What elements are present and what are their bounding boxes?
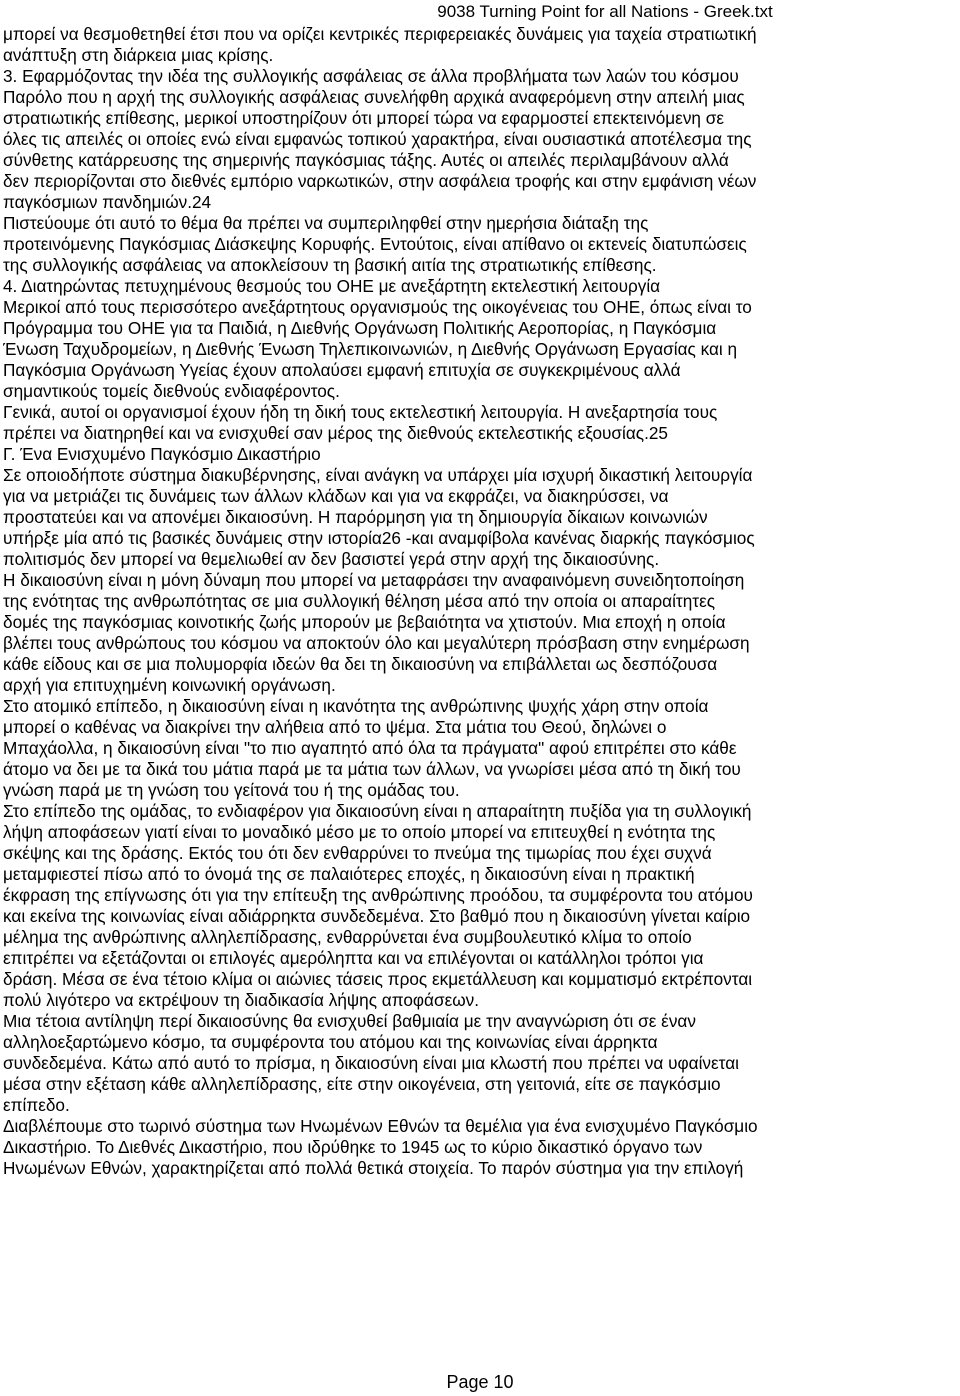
- text-line: γνώση παρά με τη γνώση του γείτονά του ή της ομάδας του.: [3, 780, 460, 800]
- text-line: προτεινόμενης Παγκόσμιας Διάσκεψης Κορυφής. Εντούτοις, είναι απίθανο οι εκτενείς διατυπώσεις: [3, 234, 747, 254]
- text-line: δράση. Μέσα σε ένα τέτοιο κλίμα οι αιώνιες τάσεις προς εκμετάλλευση και κομματισμό εκτρέπονται: [3, 969, 753, 989]
- page-number: Page 10: [446, 1372, 514, 1392]
- text-line: Παγκόσμια Οργάνωση Υγείας έχουν απολαύσει εμφανή επιτυχία σε συγκεκριμένους αλλά: [3, 360, 681, 380]
- text-line: λήψη αποφάσεων γιατί είναι το μοναδικό μέσο με το οποίο μπορεί να επιτευχθεί η ενότητα της: [3, 822, 716, 842]
- text-line: Στο επίπεδο της ομάδας, το ενδιαφέρον για δικαιοσύνη είναι η απαραίτητη πυξίδα για τη συλλογική: [3, 801, 752, 821]
- text-line: Σε οποιοδήποτε σύστημα διακυβέρνησης, είναι ανάγκη να υπάρχει μία ισχυρή δικαστική λειτουργία: [3, 465, 753, 485]
- text-line: Παρόλο που η αρχή της συλλογικής ασφάλειας συνελήφθη αρχικά αναφερόμενη στην απειλή μιας: [3, 87, 745, 107]
- text-line: βλέπει τους ανθρώπους του κόσμου να αποκτούν όλο και μεγαλύτερη πρόσβαση στην ενημέρωση: [3, 633, 750, 653]
- text-line: μεταμφιεστεί πίσω από το όνομά της σε παλαιότερες εποχές, η δικαιοσύνη είναι η πρακτική: [3, 864, 695, 884]
- text-line: Γενικά, αυτοί οι οργανισμοί έχουν ήδη τη δική τους εκτελεστική λειτουργία. Η ανεξαρτησία τους: [3, 402, 718, 422]
- text-line: πρέπει να διατηρηθεί και να ενισχυθεί σαν μέρος της διεθνούς εκτελεστικής εξουσίας.25: [3, 423, 668, 443]
- text-line: πολιτισμός δεν μπορεί να θεμελιωθεί αν δεν βασιστεί γερά στην αρχή της δικαιοσύνης.: [3, 549, 660, 569]
- text-line: Γ. Ένα Ενισχυμένο Παγκόσμιο Δικαστήριο: [3, 444, 321, 464]
- text-line: όλες τις απειλές οι οποίες ενώ είναι εμφανώς τοπικού χαρακτήρα, είναι ουσιαστικά αποτέλεσμα της: [3, 129, 752, 149]
- text-line: μέσα στην εξέταση κάθε αλληλεπίδρασης, είτε στην οικογένεια, στη γειτονιά, είτε σε παγκόσμιο: [3, 1074, 721, 1094]
- text-line: και εκείνα της κοινωνίας είναι αδιάρρηκτα συνδεδεμένα. Στο βαθμό που η δικαιοσύνη γίνεται καίριο: [3, 906, 751, 926]
- text-line: μπορεί να θεσμοθετηθεί έτσι που να ορίζει κεντρικές περιφερειακές δυνάμεις για ταχεία στρατιωτική: [3, 24, 757, 44]
- text-line: Μερικοί από τους περισσότερο ανεξάρτητους οργανισμούς της οικογένειας του ΟΗΕ, όπως είναι το: [3, 297, 752, 317]
- document-title-text: 9038 Turning Point for all Nations - Greek.txt: [437, 2, 773, 21]
- text-line: σημαντικούς τομείς διεθνούς ενδιαφέροντος.: [3, 381, 340, 401]
- text-line: σκέψης και της δράσης. Εκτός του ότι δεν ενθαρρύνει το πνεύμα της τιμωρίας που έχει συχνά: [3, 843, 712, 863]
- text-line: μέλημα της ανθρώπινης αλληλεπίδρασης, ενθαρρύνεται ένα συμβουλευτικό κλίμα το οποίο: [3, 927, 692, 947]
- text-line: στρατιωτικής επίθεσης, μερικοί υποστηρίζουν ότι μπορεί τώρα να εφαρμοστεί επεκτεινόμενη σε: [3, 108, 725, 128]
- text-line: επιτρέπει να εξετάζονται οι επιλογές αμερόληπτα και να επιλέγονται οι κατάλληλοι τρόποι για: [3, 948, 704, 968]
- text-line: Στο ατομικό επίπεδο, η δικαιοσύνη είναι η ικανότητα της ανθρώπινης ψυχής χάρη στην οποία: [3, 696, 709, 716]
- text-line: Διαβλέπουμε στο τωρινό σύστημα των Ηνωμένων Εθνών τα θεμέλια για ένα ενισχυμένο Παγκόσμιο: [3, 1116, 758, 1136]
- text-line: παγκόσμιων πανδημιών.24: [3, 192, 212, 212]
- text-line: δεν περιορίζονται στο διεθνές εμπόριο ναρκωτικών, στην ασφάλεια τροφής και στην εμφάνιση νέων: [3, 171, 757, 191]
- text-line: Πρόγραμμα του ΟΗΕ για τα Παιδιά, η Διεθνής Οργάνωση Πολιτικής Αεροπορίας, η Παγκόσμια: [3, 318, 717, 338]
- document-title: [0, 0, 960, 24]
- text-line: αλληλοεξαρτώμενο κόσμο, τα συμφέροντα του ατόμου και της κοινωνίας είναι άρρηκτα: [3, 1032, 658, 1052]
- text-line: κάθε είδους και σε μια πολυμορφία ιδεών θα δει τη δικαιοσύνη να επιβάλλεται ως δεσπόζουσα: [3, 654, 718, 674]
- text-line: Η δικαιοσύνη είναι η μόνη δύναμη που μπορεί να μεταφράσει την αναφαινόμενη συνειδητοποίηση: [3, 570, 745, 590]
- text-line: Μια τέτοια αντίληψη περί δικαιοσύνης θα ενισχυθεί βαθμιαία με την αναγνώριση ότι σε έναν: [3, 1011, 696, 1031]
- text-line: Πιστεύουμε ότι αυτό το θέμα θα πρέπει να συμπεριληφθεί στην ημερήσια διάταξη της: [3, 213, 649, 233]
- text-line: αρχή για επιτυχημένη κοινωνική οργάνωση.: [3, 675, 336, 695]
- text-line: για να μετριάζει τις δυνάμεις των άλλων κλάδων και για να εκφράζει, να διακηρύσσει, να: [3, 486, 669, 506]
- text-line: 4. Διατηρώντας πετυχημένους θεσμούς του ΟΗΕ με ανεξάρτητη εκτελεστική λειτουργία: [3, 276, 661, 296]
- text-line: άτομο να δει με τα δικά του μάτια παρά με τα μάτια των άλλων, να γνωρίσει μέσα από τη δική του: [3, 759, 741, 779]
- text-line: Ένωση Ταχυδρομείων, η Διεθνής Ένωση Τηλεπικοινωνιών, η Διεθνής Οργάνωση Εργασίας και η: [3, 339, 738, 359]
- text-line: Δικαστήριο. Το Διεθνές Δικαστήριο, που ιδρύθηκε το 1945 ως το κύριο δικαστικό όργανο των: [3, 1137, 703, 1157]
- text-line: ανάπτυξη στη διάρκεια μιας κρίσης.: [3, 45, 274, 65]
- text-line: σύνθετης κατάρρευσης της σημερινής παγκόσμιας τάξης. Αυτές οι απειλές περιλαμβάνουν αλλά: [3, 150, 729, 170]
- document-body: [3, 24, 957, 1179]
- text-line: της ενότητας της ανθρωπότητας σε μια συλλογική θέληση μέσα από την οποία οι απαραίτητες: [3, 591, 716, 611]
- page-footer: [0, 1369, 960, 1395]
- text-line: μπορεί ο καθένας να διακρίνει την αλήθεια από το ψέμα. Στα μάτια του Θεού, δηλώνει ο: [3, 717, 667, 737]
- text-line: προστατεύει και να απονέμει δικαιοσύνη. Η παρόρμηση για τη δημιουργία δίκαιων κοινωνιών: [3, 507, 708, 527]
- text-line: της συλλογικής ασφάλειας να αποκλείσουν τη βασική αιτία της στρατιωτικής επίθεσης.: [3, 255, 657, 275]
- text-line: έκφραση της επίγνωσης ότι για την επίτευξη της ανθρώπινης προόδου, τα συμφέροντα του ατόμου: [3, 885, 753, 905]
- text-line: υπήρξε μία από τις βασικές δυνάμεις στην ιστορία26 -και αναμφίβολα κανένας διαρκής παγκόσμιος: [3, 528, 755, 548]
- text-line: δομές της παγκόσμιας κοινοτικής ζωής μπορούν με βεβαιότητα να χτιστούν. Μια εποχή η οποία: [3, 612, 726, 632]
- text-line: πολύ λιγότερο να εκτρέψουν τη διαδικασία λήψης αποφάσεων.: [3, 990, 480, 1010]
- text-line: Μπαχάολλα, η δικαιοσύνη είναι "το πιο αγαπητό από όλα τα πράγματα" αφού επιτρέπει στο κάθε: [3, 738, 737, 758]
- text-line: 3. Εφαρμόζοντας την ιδέα της συλλογικής ασφάλειας σε άλλα προβλήματα των λαών του κόσμου: [3, 66, 739, 86]
- text-line: Ηνωμένων Εθνών, χαρακτηρίζεται από πολλά θετικά στοιχεία. Το παρόν σύστημα για την επιλογή: [3, 1158, 744, 1178]
- text-line: συνδεδεμένα. Κάτω από αυτό το πρίσμα, η δικαιοσύνη είναι μια κλωστή που πρέπει να υφαίνεται: [3, 1053, 739, 1073]
- text-line: επίπεδο.: [3, 1095, 70, 1115]
